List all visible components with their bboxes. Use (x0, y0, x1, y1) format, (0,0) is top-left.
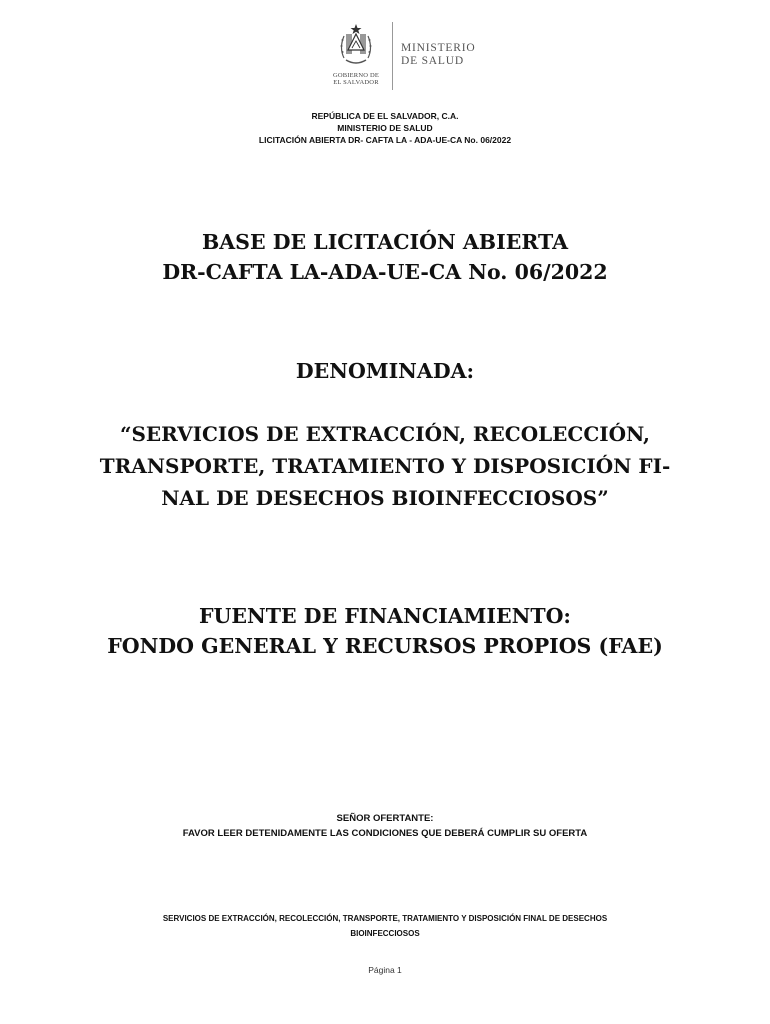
ministry-logo (330, 22, 490, 92)
main-title-line-2: DR-CAFTA LA-ADA-UE-CA No. 06/2022 (162, 260, 608, 284)
main-title (40, 227, 730, 287)
footer-line-2: BIOINFECCIOSOS (350, 929, 420, 938)
funding-source (40, 601, 730, 661)
page-number: Página 1 (368, 965, 402, 975)
project-name (40, 418, 730, 514)
government-label (324, 72, 388, 86)
ministry-label (401, 42, 475, 68)
project-name-line-2: TRANSPORTE, TRATAMIENTO Y DISPOSICIÓN FI- (99, 454, 671, 478)
notice-line-1: SEÑOR OFERTANTE: (336, 813, 434, 824)
ministry-line-2: DE SALUD (401, 55, 464, 67)
government-line-2: EL SALVADOR (333, 79, 379, 86)
funding-line-2: FONDO GENERAL Y RECURSOS PROPIOS (FAE) (107, 634, 663, 658)
main-title-line-1: BASE DE LICITACIÓN ABIERTA (201, 230, 569, 254)
denominada-heading: DENOMINADA: (295, 359, 475, 383)
logo-divider (392, 22, 393, 90)
government-line-1: GOBIERNO DE (332, 72, 380, 79)
bidder-notice (0, 811, 770, 841)
project-name-line-3: NAL DE DESECHOS BIOINFECCIOSOS” (161, 486, 609, 510)
funding-line-1: FUENTE DE FINANCIAMIENTO: (198, 604, 571, 628)
footer-line-1: SERVICIOS DE EXTRACCIÓN, RECOLECCIÓN, TRANSPORTE, TRATAMIENTO Y DISPOSICIÓN FINAL DE DESECHOS (162, 914, 608, 923)
ministry-line-1: MINISTERIO (401, 42, 476, 54)
header-line-2: MINISTERIO DE SALUD (337, 123, 433, 133)
el-salvador-seal-icon (336, 22, 376, 68)
notice-line-2: FAVOR LEER DETENIDAMENTE LAS CONDICIONES QUE DEBERÁ CUMPLIR SU OFERTA (182, 828, 588, 839)
page-footer (110, 911, 660, 941)
header-line-1: REPÚBLICA DE EL SALVADOR, C.A. (311, 111, 459, 121)
project-name-line-1: “SERVICIOS DE EXTRACCIÓN, RECOLECCIÓN, (119, 422, 651, 446)
header-line-3: LICITACIÓN ABIERTA DR- CAFTA LA - ADA-UE-CA No. 06/2022 (258, 135, 512, 145)
document-header (0, 110, 770, 146)
